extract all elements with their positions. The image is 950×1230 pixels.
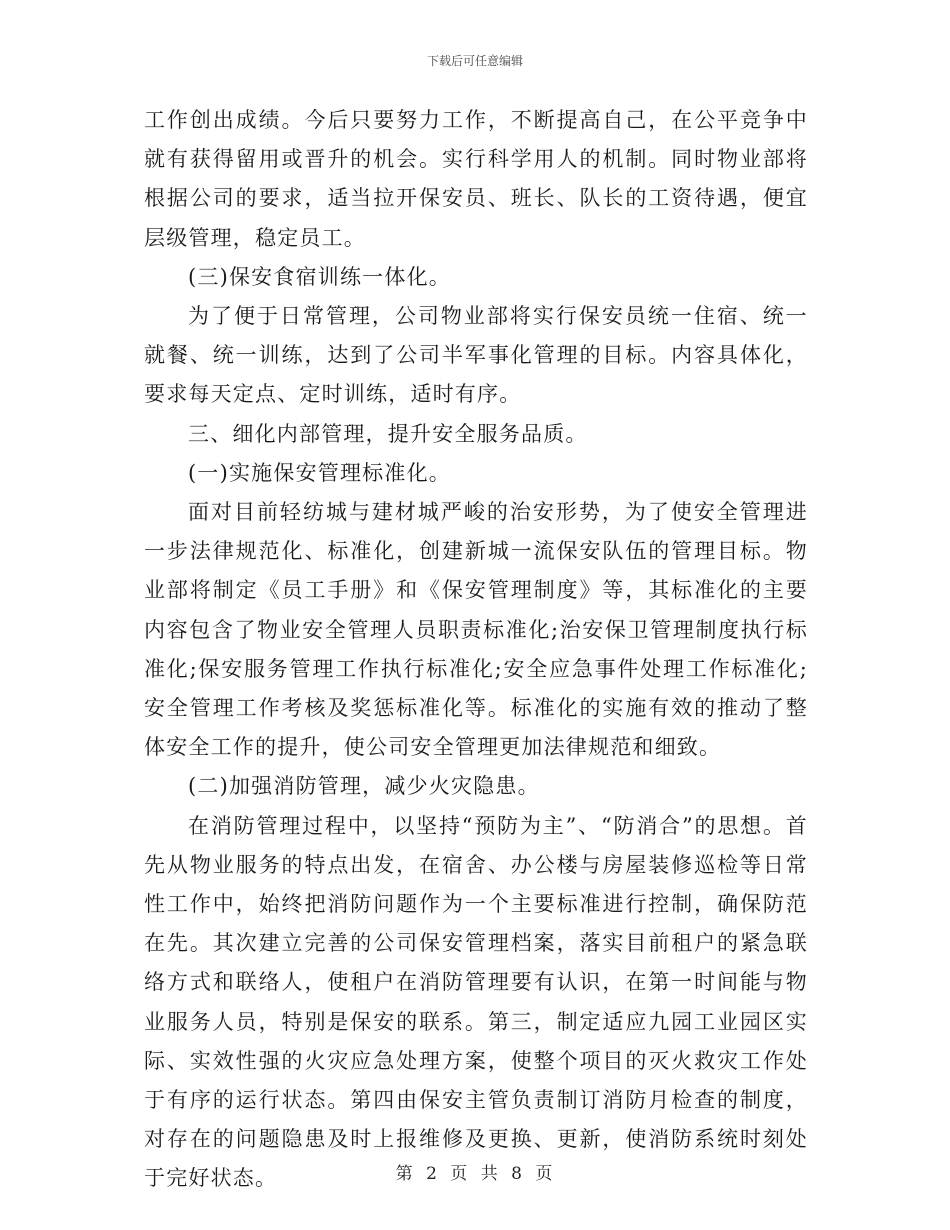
page-footer: 第 2 页 共 8 页 bbox=[395, 1164, 555, 1184]
paragraph: 为了便于日常管理，公司物业部将实行保安员统一住宿、统一就餐、统一训练，达到了公司半军事化管理的目标。内容具体化，要求每天定点、定时训练，适时有序。 bbox=[144, 304, 808, 407]
paragraph: 工作创出成绩。今后只要努力工作，不断提高自己，在公平竞争中就有获得留用或晋升的机会。实行科学用人的机制。同时物业部将根据公司的要求，适当拉开保安员、班长、队长的工资待遇，便宜层级管理，稳定员工。 bbox=[144, 108, 808, 250]
document-body bbox=[144, 101, 808, 1199]
paragraph: 在消防管理过程中，以坚持“预防为主”、“防消合”的思想。首先从物业服务的特点出发，在宿舍、办公楼与房屋装修巡检等日常性工作中，始终把消防问题作为一个主要标准进行控制，确保防范在先。其次建立完善的公司保安管理档案，落实目前租户的紧急联络方式和联络人，使租户在消防管理要有认识，在第一时间能与物业服务人员，特别是保安的联系。第三，制定适应九园工业园区实际、实效性强的火灾应急处理方案，使整个项目的灭火救灾工作处于有序的运行状态。第四由保安主管负责制订消防月检查的制度，对存在的问题隐患及时上报维修及更换、更新，使消防系统时刻处于完好状态。 bbox=[144, 813, 808, 1191]
section-heading: (三)保安食宿训练一体化。 bbox=[188, 264, 451, 289]
section-heading: (一)实施保安管理标准化。 bbox=[188, 460, 451, 485]
section-heading: 三、细化内部管理，提升安全服务品质。 bbox=[188, 421, 588, 446]
page-header: 下载后可任意编辑 bbox=[426, 54, 523, 68]
paragraph: 面对目前轻纺城与建材城严峻的治安形势，为了使安全管理进一步法律规范化、标准化，创建新城一流保安队伍的管理目标。物业部将制定《员工手册》和《保安管理制度》等，其标准化的主要内容包含了物业安全管理人员职责标准化;治安保卫管理制度执行标准化;保安服务管理工作执行标准化;安全应急事件处理工作标准化;安全管理工作考核及奖惩标准化等。标准化的实施有效的推动了整体安全工作的提升，使公司安全管理更加法律规范和细致。 bbox=[144, 500, 808, 760]
section-heading: (二)加强消防管理，减少火灾隐患。 bbox=[188, 774, 540, 799]
